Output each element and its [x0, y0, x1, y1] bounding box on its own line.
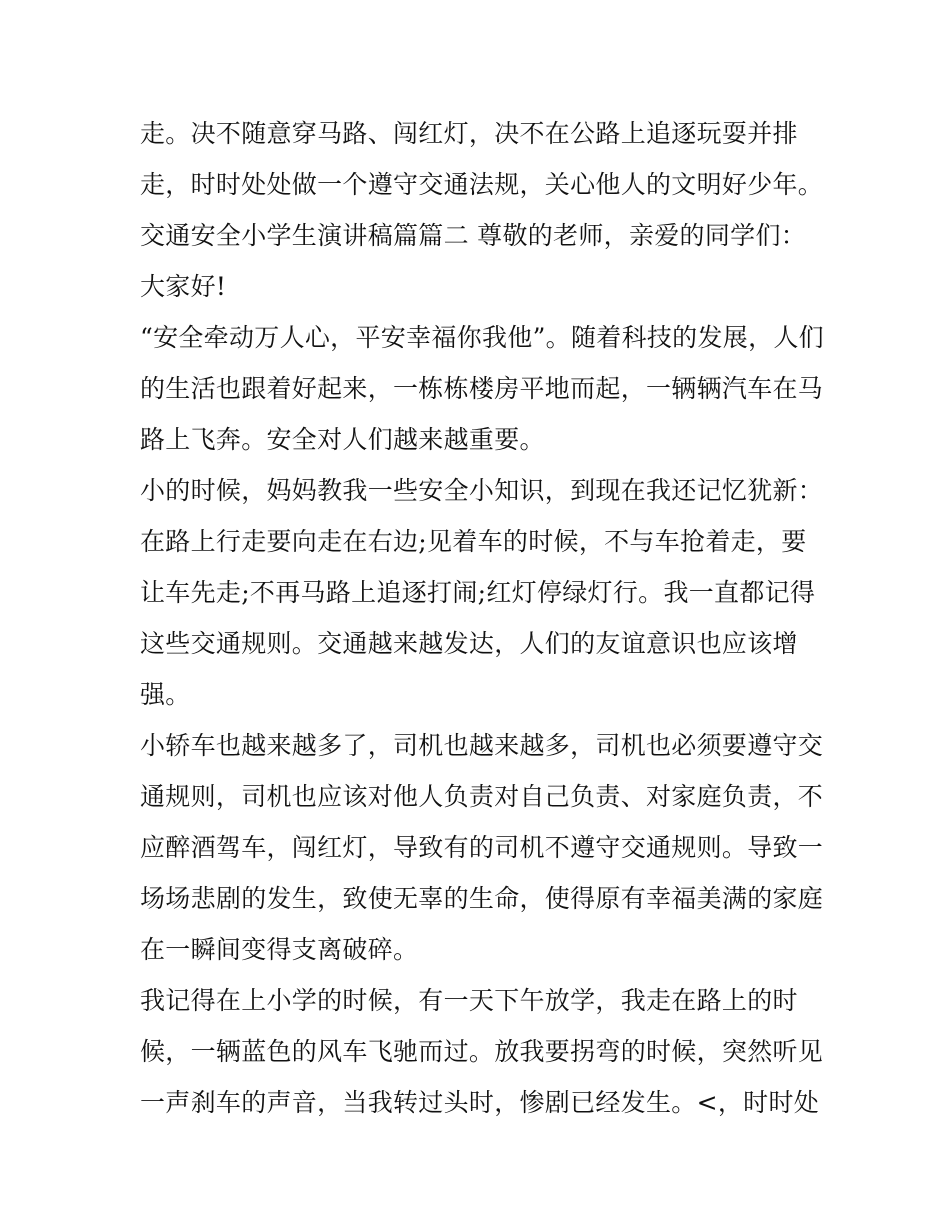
text-line: “安全牵动万人心，平安幸福你我他”。随着科技的发展，人们	[140, 323, 824, 352]
text-line: 在一瞬间变得支离破碎。	[140, 935, 419, 964]
text-line: 让车先走;不再马路上追逐打闹;红灯停绿灯行。我一直都记得	[140, 578, 816, 607]
text-line: 大家好!	[140, 272, 227, 301]
text-line: 强。	[140, 680, 191, 709]
text-line: 应醉酒驾车，闯红灯，导致有的司机不遵守交通规则。导致一	[140, 833, 824, 862]
text-line: 路上飞奔。安全对人们越来越重要。	[140, 425, 545, 454]
text-line: 走，时时处处做一个遵守交通法规，关心他人的文明好少年。	[140, 170, 824, 199]
text-line: 在路上行走要向走在右边;见着车的时候，不与车抢着走，要	[140, 527, 807, 556]
document-page	[140, 108, 824, 1128]
text-line: 这些交通规则。交通越来越发达，人们的友谊意识也应该增	[140, 629, 798, 658]
text-line: 我记得在上小学的时候，有一天下午放学，我走在路上的时	[140, 986, 798, 1015]
text-line: 小轿车也越来越多了，司机也越来越多，司机也必须要遵守交	[140, 731, 824, 760]
text-line: 候，一辆蓝色的风车飞驰而过。放我要拐弯的时候，突然听见	[140, 1037, 824, 1066]
text-line: 场场悲剧的发生，致使无辜的生命，使得原有幸福美满的家庭	[140, 884, 824, 913]
text-line: 小的时候，妈妈教我一些安全小知识，到现在我还记忆犹新：	[140, 476, 824, 505]
text-line: 走。决不随意穿马路、闯红灯，决不在公路上追逐玩耍并排	[140, 119, 798, 148]
text-line: 通规则，司机也应该对他人负责对自己负责、对家庭负责，不	[140, 782, 824, 811]
text-line: 交通安全小学生演讲稿篇篇二 尊敬的老师，亲爱的同学们：	[140, 221, 807, 250]
text-line: 一声刹车的声音，当我转过头时，惨剧已经发生。<，时时处	[140, 1088, 820, 1117]
text-line: 的生活也跟着好起来，一栋栋楼房平地而起，一辆辆汽车在马	[140, 374, 824, 403]
